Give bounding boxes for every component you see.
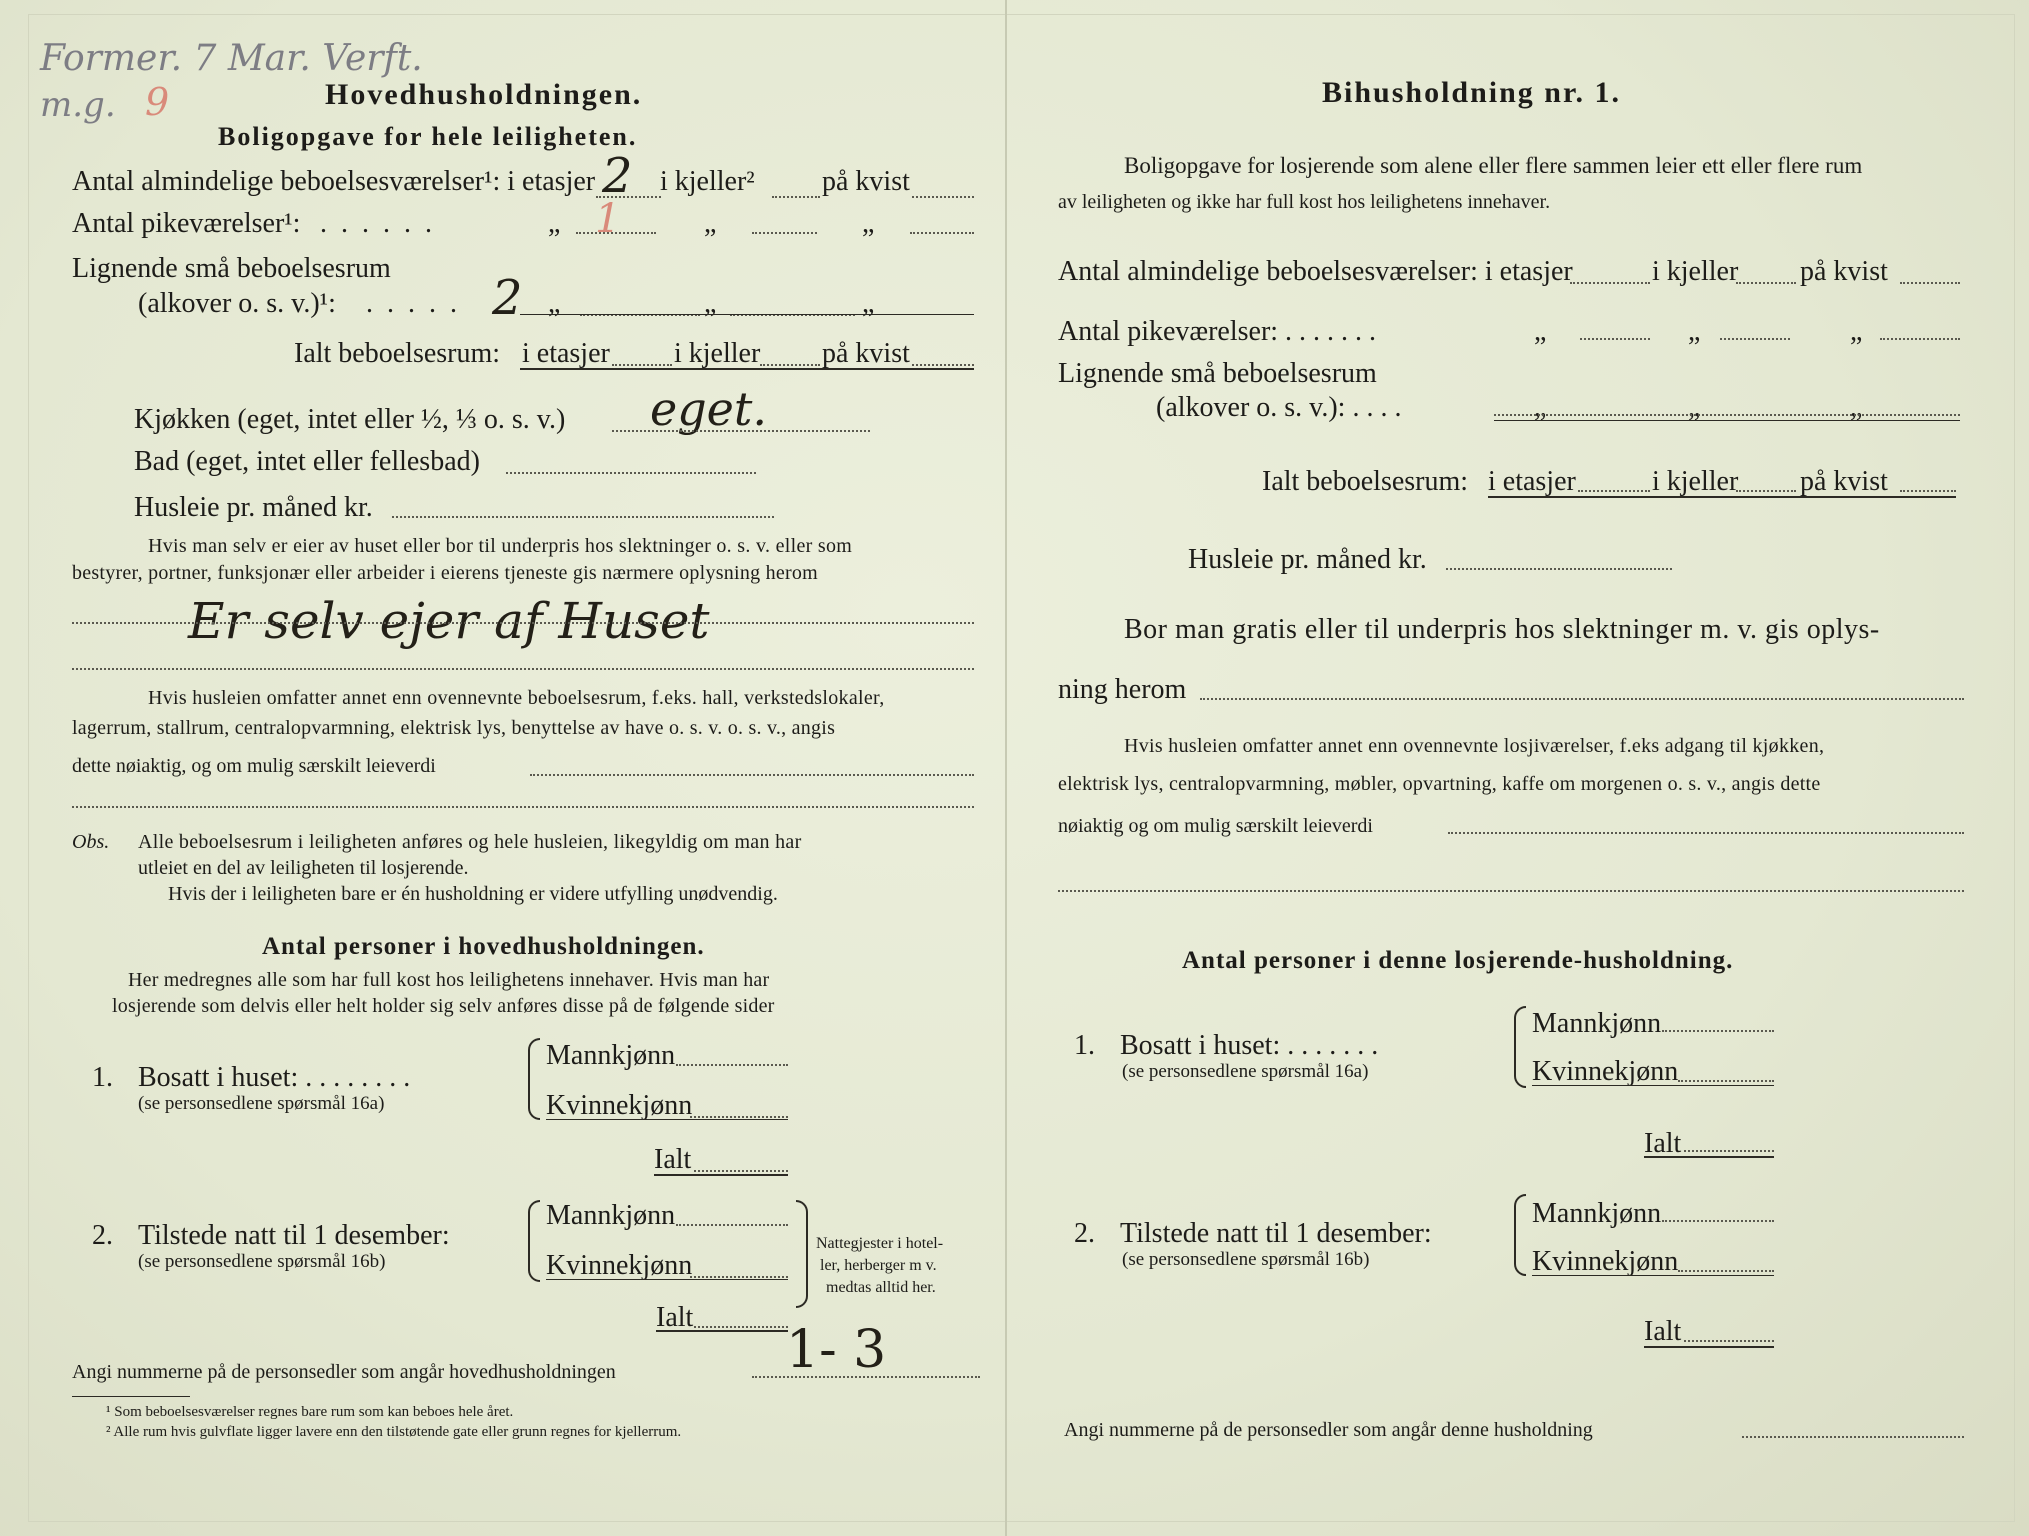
field-r-pike-etasjer[interactable]: [1580, 338, 1650, 340]
brace-right: [796, 1200, 808, 1308]
q1-number: 1.: [92, 1062, 113, 1093]
red-pencil-note: 9: [145, 80, 170, 124]
omfatter-text-1: Hvis husleien omfatter annet enn ovennevnte beboelsesrum, f.eks. hall, verkstedslokaler,: [148, 687, 885, 709]
field-r-ialt-kjeller[interactable]: [1736, 490, 1796, 492]
right-rooms-label: Antal almindelige beboelsesværelser: i etasjer: [1058, 256, 1573, 287]
right-pike-label: Antal pikeværelser: . . . . . . .: [1058, 316, 1377, 347]
nattegjester-3: medtas alltid her.: [826, 1279, 936, 1296]
kvist-label: på kvist: [822, 166, 910, 197]
right-q2-number: 2.: [1074, 1218, 1095, 1249]
right-personer-title: Antal personer i denne losjerende-husholdning.: [1182, 947, 1734, 974]
footnote-2: ² Alle rum hvis gulvflate ligger lavere enn den tilstøtende gate eller grunn regnes for kjellerrum.: [106, 1424, 682, 1440]
field-ialt-kjeller[interactable]: [760, 364, 820, 366]
right-q1-number: 1.: [1074, 1030, 1095, 1061]
right-omfatter-2: elektrisk lys, centralopvarmning, møbler, opvartning, kaffe om morgenen o. s. v., angis dette: [1058, 773, 1821, 795]
right-q1-mann: Mannkjønn: [1532, 1008, 1662, 1039]
right-angi-nummerne: Angi nummerne på de personsedler som angår denne husholdning: [1064, 1419, 1593, 1441]
q1-kvinne-label: Kvinnekjønn: [546, 1090, 693, 1121]
handwritten-smaa: 2: [492, 270, 523, 326]
ialt-etasjer: i etasjer: [522, 338, 610, 369]
rule: [520, 368, 974, 370]
q2-ialt-label: Ialt: [656, 1302, 694, 1333]
right-kjeller-label: i kjeller: [1652, 256, 1739, 287]
brace: [528, 1200, 540, 1282]
field-q2-ialt[interactable]: [694, 1326, 788, 1328]
rule: [1494, 420, 1960, 421]
right-title: Bihusholdning nr. 1.: [1322, 76, 1622, 109]
field-r-etasjer[interactable]: [1570, 282, 1650, 284]
dot-leader: .....: [366, 288, 471, 319]
personer-text-2: losjerende som delvis eller helt holder sig selv anføres disse på de følgende sider: [112, 995, 775, 1017]
field-bad[interactable]: [506, 472, 756, 474]
right-q1-label: Bosatt i huset: . . . . . . .: [1120, 1030, 1379, 1061]
field-pike-etasjer[interactable]: [576, 232, 656, 234]
field-pike-kjeller[interactable]: [752, 232, 817, 234]
field-r-ialt-etasjer[interactable]: [1578, 490, 1650, 492]
right-q2-kvinne: Kvinnekjønn: [1532, 1246, 1679, 1277]
q1-mann-label: Mannkjønn: [546, 1040, 676, 1071]
field-r-ialt-kvist[interactable]: [1900, 490, 1956, 492]
right-q2-label: Tilstede natt til 1 desember:: [1120, 1218, 1432, 1249]
field-omfatter-1[interactable]: [530, 774, 974, 776]
field-r-omfatter-1[interactable]: [1448, 832, 1964, 834]
right-ialt-kvist: på kvist: [1800, 466, 1888, 497]
handwritten-nummerne: 1- 3: [786, 1320, 887, 1380]
rule: [1532, 1275, 1774, 1276]
right-gratis-2: ning herom: [1058, 674, 1187, 705]
field-r-q1-kvinne[interactable]: [1678, 1080, 1774, 1082]
right-omfatter-1: Hvis husleien omfatter annet enn ovennevnte losjiværelser, f.eks adgang til kjøkken,: [1124, 735, 1825, 757]
obs-label: Obs.: [72, 831, 110, 853]
smaa-label: Lignende små beboelsesrum: [72, 253, 391, 284]
field-q1-kvinne[interactable]: [690, 1116, 788, 1118]
field-r-q2-mann[interactable]: [1662, 1220, 1774, 1222]
field-r-kvist[interactable]: [1900, 282, 1960, 284]
rule: [520, 314, 974, 315]
eier-text-2: bestyrer, portner, funksjonær eller arbeider i eierens tjeneste gis nærmere oplysning herom: [72, 562, 818, 584]
bad-label: Bad (eget, intet eller fellesbad): [134, 446, 480, 477]
right-quote-4: „: [1534, 392, 1547, 423]
field-r-q1-ialt[interactable]: [1684, 1150, 1774, 1152]
handwritten-kjokken: eget.: [650, 382, 767, 436]
rule: [1644, 1156, 1774, 1158]
kjeller-label: i kjeller²: [660, 166, 755, 197]
field-r-q2-kvinne[interactable]: [1678, 1270, 1774, 1272]
right-gratis-1: Bor man gratis eller til underpris hos slektninger m. v. gis oplys-: [1124, 614, 1880, 645]
ialt-kvist: på kvist: [822, 338, 910, 369]
right-quote-5: „: [1688, 392, 1701, 423]
right-ialt-etasjer: i etasjer: [1488, 466, 1576, 497]
quote-2: „: [704, 208, 717, 239]
q2-mann-label: Mannkjønn: [546, 1200, 676, 1231]
q1-label: Bosatt i huset: . . . . . . . .: [138, 1062, 411, 1093]
alkover-label: (alkover o. s. v.)¹:: [138, 288, 336, 319]
field-nummerne[interactable]: [752, 1376, 980, 1378]
field-q1-mann[interactable]: [676, 1064, 788, 1066]
obs-text-3: Hvis der i leiligheten bare er én husholdning er videre utfylling unødvendig.: [168, 883, 778, 905]
q1-sub: (se personsedlene spørsmål 16a): [138, 1093, 385, 1114]
pike-label: Antal pikeværelser¹:: [72, 208, 301, 239]
eier-text-1: Hvis man selv er eier av huset eller bor til underpris hos slektninger o. s. v. eller som: [148, 535, 853, 557]
field-kjeller[interactable]: [772, 196, 820, 198]
brace: [528, 1038, 540, 1120]
right-omfatter-3: nøiaktig og om mulig særskilt leieverdi: [1058, 815, 1373, 837]
field-kjokken[interactable]: [612, 430, 870, 432]
field-pike-kvist[interactable]: [910, 232, 974, 234]
field-omfatter-2[interactable]: [72, 806, 974, 808]
rule: [654, 1174, 788, 1176]
right-smaa-label: Lignende små beboelsesrum: [1058, 358, 1377, 389]
right-q1-sub: (se personsedlene spørsmål 16a): [1122, 1061, 1369, 1082]
field-r-smaa[interactable]: [1494, 414, 1960, 416]
quote-1: „: [548, 208, 561, 239]
rule: [546, 1279, 788, 1280]
ialt-label: Ialt beboelsesrum:: [294, 338, 501, 369]
q2-sub: (se personsedlene spørsmål 16b): [138, 1251, 386, 1272]
quote-3: „: [862, 208, 875, 239]
right-quote-1: „: [1534, 316, 1547, 347]
right-q1-ialt: Ialt: [1644, 1128, 1682, 1159]
right-quote-6: „: [1850, 392, 1863, 423]
right-alkover-label: (alkover o. s. v.): . . . .: [1156, 392, 1402, 423]
rule: [1488, 496, 1956, 498]
q2-label: Tilstede natt til 1 desember:: [138, 1220, 450, 1251]
left-subtitle: Boligopgave for hele leiligheten.: [218, 122, 638, 151]
right-quote-2: „: [1688, 316, 1701, 347]
personer-text-1: Her medregnes alle som har full kost hos leilighetens innehaver. Hvis man har: [128, 969, 770, 991]
rule: [1532, 1085, 1774, 1086]
field-r-kjeller[interactable]: [1736, 282, 1796, 284]
q2-number: 2.: [92, 1220, 113, 1251]
left-title: Hovedhusholdningen.: [325, 78, 643, 111]
husleie-label: Husleie pr. måned kr.: [134, 492, 373, 523]
nattegjester-1: Nattegjester i hotel-: [816, 1235, 944, 1252]
field-q2-kvinne[interactable]: [690, 1276, 788, 1278]
field-r-pike-kjeller[interactable]: [1720, 338, 1790, 340]
handwritten-selv-eier: Er selv ejer af Huset: [188, 592, 710, 650]
brace: [1514, 1006, 1526, 1088]
rule: [72, 1396, 190, 1397]
pencil-note: Former. 7 Mar. Verft.: [40, 38, 423, 79]
angi-nummerne: Angi nummerne på de personsedler som angår hovedhusholdningen: [72, 1361, 616, 1383]
personer-title: Antal personer i hovedhusholdningen.: [262, 933, 705, 960]
field-husleie[interactable]: [392, 516, 774, 518]
field-r-pike-kvist[interactable]: [1880, 338, 1960, 340]
quote-4: „: [548, 288, 561, 319]
field-r-husleie[interactable]: [1446, 568, 1672, 570]
handwritten-etasjer: 2: [602, 148, 633, 204]
omfatter-text-2: lagerrum, stallrum, centralopvarmning, elektrisk lys, benyttelse av have o. s. v. o. s. v., angis: [72, 717, 836, 739]
right-quote-3: „: [1850, 316, 1863, 347]
ialt-kjeller: i kjeller: [674, 338, 761, 369]
quote-5: „: [704, 288, 717, 319]
field-eier-1[interactable]: [72, 622, 974, 624]
field-eier-2[interactable]: [72, 668, 974, 670]
field-r-nummerne[interactable]: [1742, 1436, 1964, 1438]
handwritten-pike: 1: [595, 196, 621, 242]
field-ialt-kvist[interactable]: [912, 364, 974, 366]
right-intro-2: av leiligheten og ikke har full kost hos leilighetens innehaver.: [1058, 191, 1551, 213]
right-intro-1: Boligopgave for losjerende som alene eller flere sammen leier ett eller flere rum: [1124, 153, 1863, 178]
right-q2-mann: Mannkjønn: [1532, 1198, 1662, 1229]
left-rooms-label: Antal almindelige beboelsesværelser¹: i etasjer: [72, 166, 596, 197]
kjokken-label: Kjøkken (eget, intet eller ½, ⅓ o. s. v.): [134, 404, 566, 435]
rule: [656, 1330, 788, 1332]
rule: [546, 1119, 788, 1120]
field-r-omfatter-2[interactable]: [1058, 890, 1964, 892]
q1-ialt-label: Ialt: [654, 1144, 692, 1175]
nattegjester-2: ler, herberger m v.: [820, 1257, 937, 1274]
page-fold: [1005, 0, 1007, 1536]
brace: [1514, 1194, 1526, 1276]
right-kvist-label: på kvist: [1800, 256, 1888, 287]
right-q2-ialt: Ialt: [1644, 1316, 1682, 1347]
field-r-q2-ialt[interactable]: [1684, 1340, 1774, 1342]
field-q1-ialt[interactable]: [694, 1170, 788, 1172]
right-ialt-kjeller: i kjeller: [1652, 466, 1739, 497]
field-ialt-etasjer[interactable]: [612, 364, 672, 366]
right-ialt-label: Ialt beboelsesrum:: [1262, 466, 1469, 497]
footnote-1: ¹ Som beboelsesværelser regnes bare rum som kan beboes hele året.: [106, 1404, 514, 1420]
field-kvist[interactable]: [912, 196, 974, 198]
right-q2-sub: (se personsedlene spørsmål 16b): [1122, 1249, 1370, 1270]
q2-kvinne-label: Kvinnekjønn: [546, 1250, 693, 1281]
field-r-q1-mann[interactable]: [1662, 1030, 1774, 1032]
pencil-note-2: m.g.: [40, 85, 116, 125]
quote-6: „: [862, 288, 875, 319]
field-q2-mann[interactable]: [676, 1224, 788, 1226]
right-q1-kvinne: Kvinnekjønn: [1532, 1056, 1679, 1087]
field-r-gratis[interactable]: [1200, 698, 1964, 700]
rule: [1644, 1346, 1774, 1348]
dot-leader: ......: [320, 208, 446, 239]
obs-text-1: Alle beboelsesrum i leiligheten anføres og hele husleien, likegyldig om man har: [138, 831, 802, 853]
omfatter-text-3: dette nøiaktig, og om mulig særskilt leieverdi: [72, 755, 436, 777]
right-husleie-label: Husleie pr. måned kr.: [1188, 544, 1427, 575]
obs-text-2: utleiet en del av leiligheten til losjerende.: [138, 857, 469, 879]
